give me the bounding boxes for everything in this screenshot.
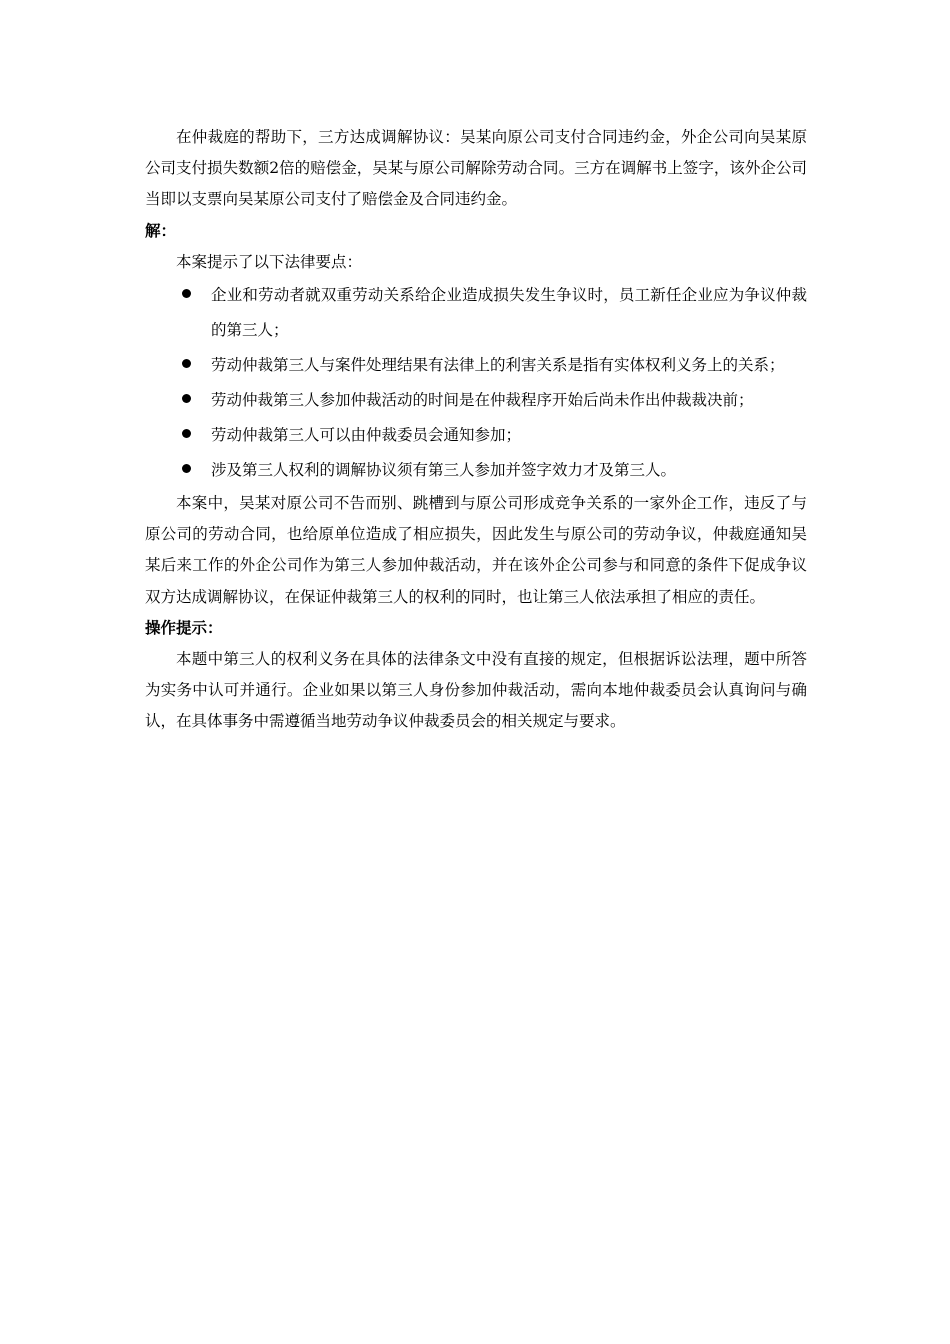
analysis-paragraph: 本案中，吴某对原公司不告而别、跳槽到与原公司形成竞争关系的一家外企工作，违反了与原公司的劳动合同，也给原单位造成了相应损失，因此发生与原公司的劳动争议，仲裁庭通知吴某后来工作的外企公司作为第三人参加仲裁活动，并在该外企公司参与和同意的条件下促成争议双方达成调解协议，在保证仲裁第三人的权利的同时，也让第三人依法承担了相应的责任。 bbox=[145, 494, 807, 606]
bullet-icon bbox=[182, 429, 191, 438]
list-item-text: 劳动仲裁第三人可以由仲裁委员会通知参加； bbox=[211, 426, 522, 445]
list-item-text: 劳动仲裁第三人参加仲裁活动的时间是在仲裁程序开始后尚未作出仲裁裁决前； bbox=[211, 391, 754, 410]
bullet-icon bbox=[182, 464, 191, 473]
bullet-icon bbox=[182, 289, 191, 298]
list-item bbox=[145, 348, 807, 383]
list-item bbox=[145, 418, 807, 453]
mediation-paragraph: 在仲裁庭的帮助下，三方达成调解协议：吴某向原公司支付合同违约金，外企公司向吴某原公司支付损失数额2倍的赔偿金，吴某与原公司解除劳动合同。三方在调解书上签字，该外企公司当即以支票向吴某原公司支付了赔偿金及合同违约金。 bbox=[145, 128, 807, 209]
tips-paragraph: 本题中第三人的权利义务在具体的法律条文中没有直接的规定，但根据诉讼法理，题中所答为实务中认可并通行。企业如果以第三人身份参加仲裁活动，需向本地仲裁委员会认真询问与确认，在具体事务中需遵循当地劳动争议仲裁委员会的相关规定与要求。 bbox=[145, 650, 807, 731]
tips-heading: 操作提示： bbox=[145, 618, 223, 637]
list-item-text: 劳动仲裁第三人与案件处理结果有法律上的利害关系是指有实体权利义务上的关系； bbox=[211, 356, 785, 375]
bullet-icon bbox=[182, 394, 191, 403]
answer-heading: 解： bbox=[145, 221, 177, 240]
legal-points-list bbox=[145, 278, 807, 488]
list-item bbox=[145, 278, 807, 348]
intro-paragraph: 本案提示了以下法律要点： bbox=[176, 252, 363, 271]
list-item-text: 涉及第三人权利的调解协议须有第三人参加并签字效力才及第三人。 bbox=[211, 461, 677, 480]
document-body bbox=[145, 122, 807, 738]
list-item bbox=[145, 453, 807, 488]
list-item-text: 企业和劳动者就双重劳动关系给企业造成损失发生争议时，员工新任企业应为争议仲裁的第三人； bbox=[211, 286, 807, 340]
list-item bbox=[145, 383, 807, 418]
bullet-icon bbox=[182, 359, 191, 368]
